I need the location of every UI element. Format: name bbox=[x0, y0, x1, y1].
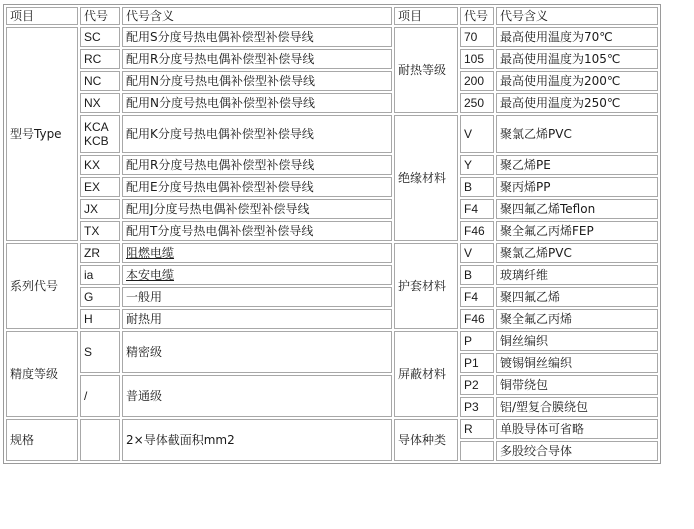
item-heat-label: 耐热等级 bbox=[394, 27, 458, 113]
model-code: SC bbox=[80, 27, 120, 47]
table-row bbox=[6, 331, 658, 351]
insulation-code: V bbox=[460, 115, 494, 153]
heat-code: 250 bbox=[460, 93, 494, 113]
series-meaning: 耐热用 bbox=[122, 309, 392, 329]
shield-code: P3 bbox=[460, 397, 494, 417]
conductor-code bbox=[460, 441, 494, 461]
sheath-code: F46 bbox=[460, 309, 494, 329]
table-row bbox=[6, 221, 658, 241]
model-meaning: 配用K分度号热电偶补偿型补偿导线 bbox=[122, 115, 392, 153]
model-meaning: 配用R分度号热电偶补偿型补偿导线 bbox=[122, 49, 392, 69]
insulation-meaning: 聚乙烯PE bbox=[496, 155, 658, 175]
heat-code: 105 bbox=[460, 49, 494, 69]
series-code: ia bbox=[80, 265, 120, 285]
heat-meaning: 最高使用温度为250℃ bbox=[496, 93, 658, 113]
series-meaning: 一般用 bbox=[122, 287, 392, 307]
insulation-code: F4 bbox=[460, 199, 494, 219]
precision-meaning: 精密级 bbox=[122, 331, 392, 373]
insulation-meaning: 聚全氟乙丙烯FEP bbox=[496, 221, 658, 241]
insulation-meaning: 聚四氟乙烯Teflon bbox=[496, 199, 658, 219]
spec-meaning: 2×导体截面积mm2 bbox=[122, 419, 392, 461]
precision-code: S bbox=[80, 331, 120, 373]
model-code: RC bbox=[80, 49, 120, 69]
table-row bbox=[6, 177, 658, 197]
sheath-meaning: 聚全氟乙丙烯 bbox=[496, 309, 658, 329]
shield-meaning: 铜带绕包 bbox=[496, 375, 658, 395]
table-row bbox=[6, 265, 658, 285]
model-meaning: 配用J分度号热电偶补偿型补偿导线 bbox=[122, 199, 392, 219]
model-code-line2: KCB bbox=[84, 134, 109, 148]
heat-meaning: 最高使用温度为105℃ bbox=[496, 49, 658, 69]
model-meaning: 配用N分度号热电偶补偿型补偿导线 bbox=[122, 93, 392, 113]
insulation-code: Y bbox=[460, 155, 494, 175]
model-code: NC bbox=[80, 71, 120, 91]
table-row bbox=[6, 199, 658, 219]
conductor-meaning: 单股导体可省略 bbox=[496, 419, 658, 439]
shield-code: P bbox=[460, 331, 494, 351]
table-row bbox=[6, 155, 658, 175]
heat-meaning: 最高使用温度为200℃ bbox=[496, 71, 658, 91]
model-meaning: 配用N分度号热电偶补偿型补偿导线 bbox=[122, 71, 392, 91]
sheath-meaning: 聚氯乙烯PVC bbox=[496, 243, 658, 263]
model-code-line1: KCA bbox=[84, 120, 109, 134]
series-meaning-link[interactable]: 阻燃电缆 bbox=[122, 243, 392, 263]
series-meaning-link[interactable]: 本安电缆 bbox=[122, 265, 392, 285]
heat-meaning: 最高使用温度为70℃ bbox=[496, 27, 658, 47]
heat-code: 70 bbox=[460, 27, 494, 47]
model-code bbox=[80, 115, 120, 153]
insulation-code: B bbox=[460, 177, 494, 197]
model-code: JX bbox=[80, 199, 120, 219]
item-precision-label: 精度等级 bbox=[6, 331, 78, 417]
table-row bbox=[6, 115, 658, 153]
series-code: G bbox=[80, 287, 120, 307]
model-meaning: 配用S分度号热电偶补偿型补偿导线 bbox=[122, 27, 392, 47]
table-row bbox=[6, 287, 658, 307]
header-right-meaning: 代号含义 bbox=[496, 7, 658, 25]
series-code: ZR bbox=[80, 243, 120, 263]
item-model-label: 型号Type bbox=[6, 27, 78, 241]
item-spec-label: 规格 bbox=[6, 419, 78, 461]
header-right-item: 项目 bbox=[394, 7, 458, 25]
shield-code: P2 bbox=[460, 375, 494, 395]
header-left-meaning: 代号含义 bbox=[122, 7, 392, 25]
item-insulation-label: 绝缘材料 bbox=[394, 115, 458, 241]
item-series-label: 系列代号 bbox=[6, 243, 78, 329]
model-code: EX bbox=[80, 177, 120, 197]
header-left-item: 项目 bbox=[6, 7, 78, 25]
insulation-code: F46 bbox=[460, 221, 494, 241]
table-row bbox=[6, 71, 658, 91]
sheath-code: V bbox=[460, 243, 494, 263]
model-meaning: 配用E分度号热电偶补偿型补偿导线 bbox=[122, 177, 392, 197]
heat-code: 200 bbox=[460, 71, 494, 91]
sheath-code: F4 bbox=[460, 287, 494, 307]
series-code: H bbox=[80, 309, 120, 329]
model-code: TX bbox=[80, 221, 120, 241]
sheath-code: B bbox=[460, 265, 494, 285]
table-row bbox=[6, 309, 658, 329]
table-row bbox=[6, 243, 658, 263]
table-row bbox=[6, 375, 658, 395]
model-code: KX bbox=[80, 155, 120, 175]
conductor-code: R bbox=[460, 419, 494, 439]
header-row bbox=[6, 7, 658, 25]
model-meaning: 配用R分度号热电偶补偿型补偿导线 bbox=[122, 155, 392, 175]
conductor-meaning: 多股绞合导体 bbox=[496, 441, 658, 461]
item-shield-label: 屏蔽材料 bbox=[394, 331, 458, 417]
sheath-meaning: 玻璃纤维 bbox=[496, 265, 658, 285]
table-row bbox=[6, 93, 658, 113]
insulation-meaning: 聚氯乙烯PVC bbox=[496, 115, 658, 153]
sheath-meaning: 聚四氟乙烯 bbox=[496, 287, 658, 307]
model-code: NX bbox=[80, 93, 120, 113]
table-row bbox=[6, 27, 658, 47]
insulation-meaning: 聚丙烯PP bbox=[496, 177, 658, 197]
precision-meaning: 普通级 bbox=[122, 375, 392, 417]
header-left-code: 代号 bbox=[80, 7, 120, 25]
model-meaning: 配用T分度号热电偶补偿型补偿导线 bbox=[122, 221, 392, 241]
cable-code-table bbox=[3, 4, 661, 464]
item-conductor-label: 导体种类 bbox=[394, 419, 458, 461]
table-row bbox=[6, 49, 658, 69]
shield-meaning: 铝/塑复合膜绕包 bbox=[496, 397, 658, 417]
table-row bbox=[6, 419, 658, 439]
item-sheath-label: 护套材料 bbox=[394, 243, 458, 329]
shield-meaning: 铜丝编织 bbox=[496, 331, 658, 351]
spec-code bbox=[80, 419, 120, 461]
header-right-code: 代号 bbox=[460, 7, 494, 25]
shield-code: P1 bbox=[460, 353, 494, 373]
shield-meaning: 镀锡铜丝编织 bbox=[496, 353, 658, 373]
precision-code: / bbox=[80, 375, 120, 417]
